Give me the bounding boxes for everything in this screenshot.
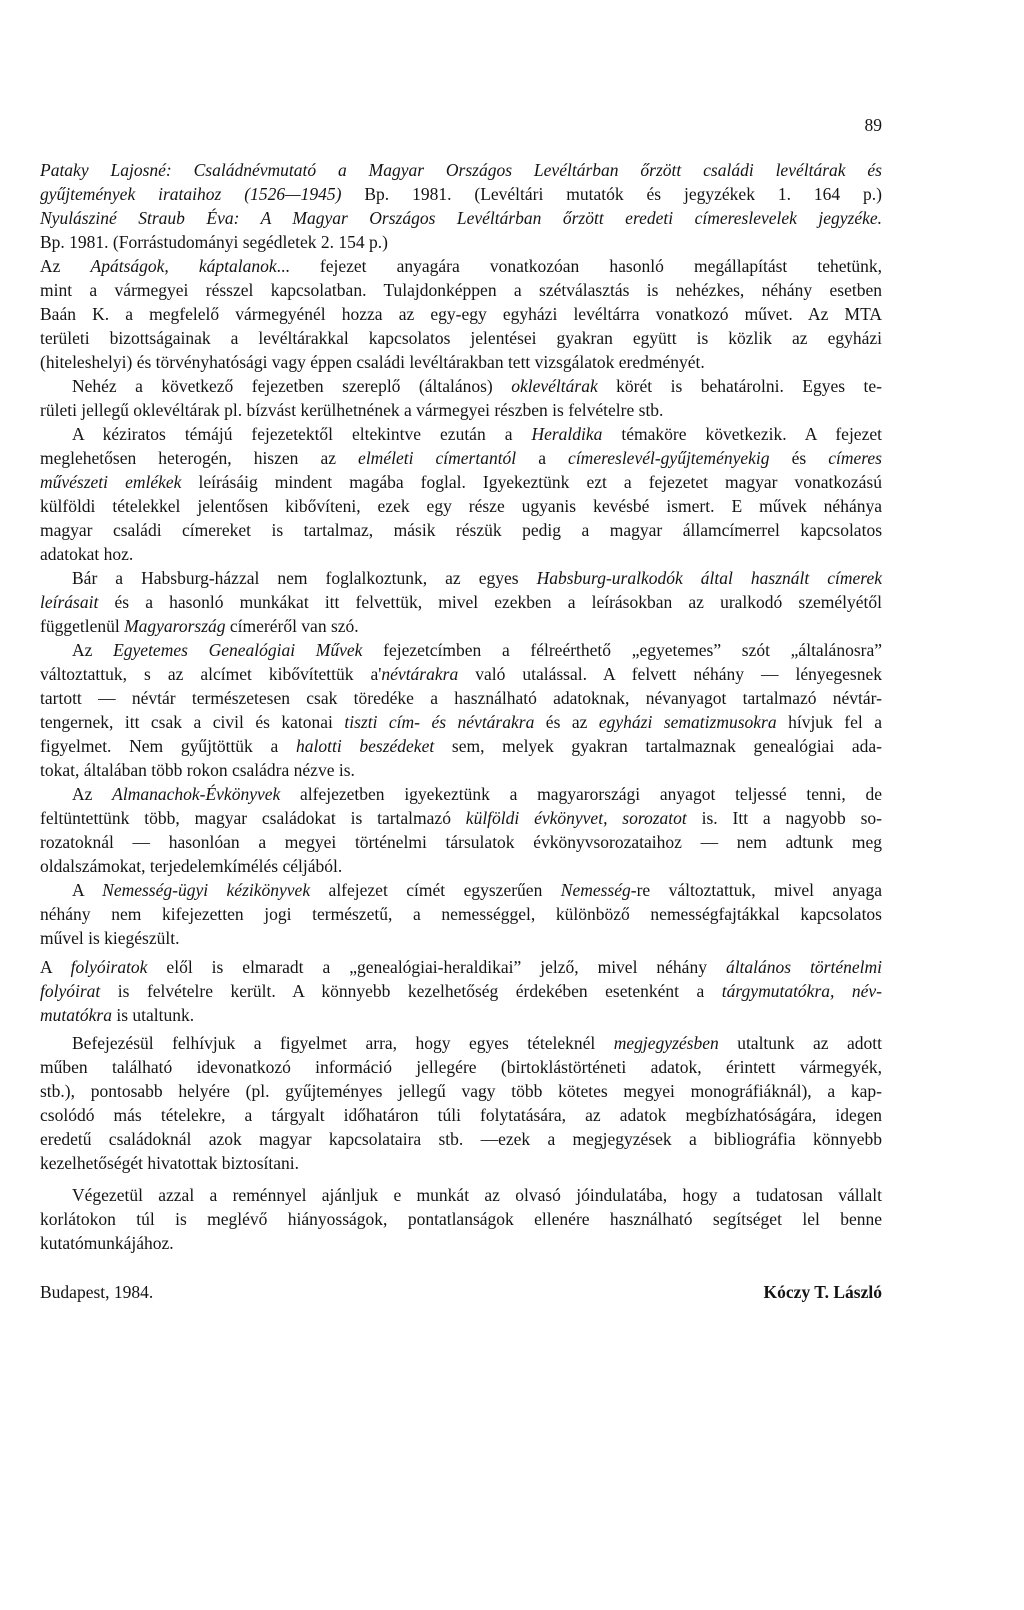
italic-text: tiszti cím- és névtárakra: [344, 712, 535, 732]
text-run: is felvételre került. A könnyebb kezelhetőség érdekében esetenként a: [100, 981, 722, 1001]
text-run: körét is behatárolni. Egyes te-: [597, 376, 883, 396]
text-run: A: [40, 957, 71, 977]
paragraph: [40, 1031, 882, 1175]
text-line: [40, 1151, 882, 1175]
text-run: Az: [72, 784, 113, 804]
text-run: is. Itt a nagyobb so-: [686, 808, 883, 828]
text-line: [40, 1079, 882, 1103]
italic-text: külföldi évkönyvet, sorozatot: [465, 808, 687, 828]
italic-text: Almanachok-Évkönyvek: [112, 784, 281, 804]
text-line: [40, 374, 882, 398]
paragraph: [40, 878, 882, 950]
text-run: és a hasonló munkákat itt felvettük, mivel ezekben a leírásokban az uralkodó személyétől: [98, 592, 882, 612]
italic-text: folyóirat: [40, 981, 101, 1001]
text-run: külföldi tételekkel jelentősen kibővíteni, ezek egy része ugyanis kevésbé ismert. E művek néhánya: [40, 496, 882, 516]
signature-line: [40, 1280, 882, 1304]
italic-text: Nemesség: [560, 880, 631, 900]
italic-text: folyóiratok: [70, 957, 148, 977]
text-run: sem, melyek gyakran tartalmaznak genealógiai ada-: [434, 736, 882, 756]
italic-text: címereslevél-gyűjteményekig: [568, 448, 770, 468]
italic-text: Magyarország: [124, 616, 226, 636]
text-run: magyar családi címereket is tartalmaz, másik részük pedig a magyar államcímerrel kapcsolatos: [40, 520, 882, 540]
text-run: (hiteleshelyi) és törvényhatósági vagy éppen családi levéltárakban tett vizsgálatok eredményét.: [40, 352, 705, 372]
italic-text: halotti beszédeket: [295, 736, 435, 756]
text-run: elől is elmaradt a „genealógiai-heraldikai” jelző, mivel néhány: [147, 957, 726, 977]
text-run: és: [769, 448, 829, 468]
body-text: [40, 158, 882, 1255]
text-run: kutatómunkájához.: [40, 1233, 174, 1253]
text-run: témaköre következik. A fejezet: [602, 424, 882, 444]
reference-entry: [40, 206, 882, 254]
text-line: [40, 1231, 882, 1255]
italic-text: címeres: [828, 448, 882, 468]
text-run: néhány nem kifejezetten jogi természetű, a nemességgel, különböző nemességfajtákkal kapcsolatos: [40, 904, 882, 924]
text-line: [40, 734, 882, 758]
paragraph: [40, 422, 882, 566]
text-line: [40, 542, 882, 566]
text-line: [40, 638, 882, 662]
text-run: Az: [72, 640, 114, 660]
paragraph: [40, 254, 882, 374]
text-run: rozatoknál — hasonlóan a megyei történelmi társulatok évkönyvsorozataihoz — nem adtunk meg: [40, 832, 882, 852]
text-line: [40, 1003, 882, 1027]
italic-text: Nyulásziné Straub Éva: A Magyar Országos Levéltárban őrzött eredeti címereslevelek jegyzéke.: [40, 208, 882, 228]
text-line: [40, 350, 882, 374]
text-run: hívjuk fel a: [776, 712, 882, 732]
text-run: -re változtattuk, mivel anyaga: [630, 880, 882, 900]
text-run: tokat, általában több rokon családra nézve is.: [40, 760, 355, 780]
text-line: [40, 206, 882, 230]
italic-text: gyűjtemények irataihoz (1526—1945): [40, 184, 342, 204]
text-run: műben található idevonatkozó információ jellegére (birtoklástörténeti adatok, érintett vármegyék,: [40, 1057, 882, 1077]
text-line: [40, 1031, 882, 1055]
text-run: rületi jellegű oklevéltárak pl. bízvást kerülhetnének a vármegyei részben is felvételre stb.: [40, 400, 664, 420]
italic-text: névtárakra: [381, 664, 459, 684]
text-run: tengernek, itt csak a civil és katonai: [40, 712, 345, 732]
paragraph: [40, 955, 882, 1027]
italic-text: tárgymutatókra, név-: [721, 981, 882, 1001]
text-run: Baán K. a megfelelő vármegyénél hozza az egy-egy egyházi levéltárra vonatkozó művet. Az MTA: [40, 304, 882, 324]
text-line: [40, 710, 882, 734]
text-line: [40, 470, 882, 494]
italic-text: Apátságok, káptalanok: [90, 256, 277, 276]
text-run: Bár a Habsburg-házzal nem foglalkoztunk, az egyes: [72, 568, 537, 588]
text-run: művel is kiegészült.: [40, 928, 180, 948]
text-line: [40, 1127, 882, 1151]
text-run: eredetű családoknál azok magyar kapcsolataira stb. —ezek a megjegyzések a bibliográfia könnyebb: [40, 1129, 882, 1149]
page-number: 89: [864, 115, 882, 135]
text-line: [40, 782, 882, 806]
text-run: A: [72, 880, 103, 900]
italic-text: Pataky Lajosné: Családnévmutató a Magyar Országos Levéltárban őrzött családi levéltárak és: [40, 160, 882, 180]
italic-text: Habsburg-uralkodók által használt címerek: [536, 568, 882, 588]
italic-text: megjegyzésben: [613, 1033, 719, 1053]
text-run: csolódó más tételekre, a tárgyalt időhatáron túli folytatására, az adatok megbízhatóságára, idegen: [40, 1105, 882, 1125]
text-line: [40, 278, 882, 302]
text-line: [40, 806, 882, 830]
italic-text: egyházi sematizmusokra: [598, 712, 777, 732]
text-line: [40, 518, 882, 542]
text-line: [40, 979, 882, 1003]
text-run: alfejezet címét egyszerűen: [310, 880, 561, 900]
italic-text: mutatókra: [40, 1005, 112, 1025]
text-run: címeréről van szó.: [225, 616, 359, 636]
text-line: [40, 446, 882, 470]
text-line: [40, 1055, 882, 1079]
text-run: adatokat hoz.: [40, 544, 134, 564]
text-run: Az: [40, 256, 91, 276]
text-run: Bp. 1981. (Forrástudományi segédletek 2. 154 p.): [40, 232, 389, 252]
text-line: [40, 422, 882, 446]
text-line: [40, 926, 882, 950]
paragraph: [40, 782, 882, 878]
text-run: való utalással. A felvett néhány — lényegesnek: [458, 664, 882, 684]
text-run: Bp. 1981. (Levéltári mutatók és jegyzékek 1. 164 p.): [341, 184, 882, 204]
text-line: [40, 590, 882, 614]
text-line: [40, 955, 882, 979]
text-line: [40, 302, 882, 326]
text-line: [40, 614, 882, 638]
text-run: mint a vármegyei résszel kapcsolatban. Tulajdonképpen a szétválasztás is nehézkes, néhány esetben: [40, 280, 882, 300]
author-name: Kóczy T. László: [763, 1282, 882, 1302]
text-line: [40, 230, 882, 254]
text-run: tartott — névtár természetesen csak töredéke a használható adatoknak, névanyagot tartalmazó névtár-: [40, 688, 882, 708]
text-line: [40, 878, 882, 902]
text-line: [40, 566, 882, 590]
text-run: a: [516, 448, 569, 468]
text-run: feltüntettünk több, magyar családokat is tartalmazó: [40, 808, 466, 828]
text-run: oldalszámokat, terjedelemkímélés céljából.: [40, 856, 343, 876]
text-run: Nehéz a következő fejezetben szereplő (általános): [72, 376, 512, 396]
place-and-date: Budapest, 1984.: [40, 1282, 154, 1302]
text-line: [40, 902, 882, 926]
italic-text: elméleti címertantól: [358, 448, 517, 468]
text-line: [40, 662, 882, 686]
paragraph: [40, 638, 882, 782]
text-line: [40, 758, 882, 782]
text-run: Befejezésül felhívjuk a figyelmet arra, hogy egyes tételeknél: [72, 1033, 614, 1053]
text-run: korlátokon túl is meglévő hiányosságok, pontatlanságok ellenére használható segítséget lel benne: [40, 1209, 882, 1229]
reference-entry: [40, 158, 882, 206]
italic-text: általános történelmi: [725, 957, 882, 977]
italic-text: leírásait: [40, 592, 99, 612]
text-line: [40, 182, 882, 206]
text-run: területi bizottságainak a levéltárakkal kapcsolatos jelentései gyakran együtt is közlik az egyházi: [40, 328, 882, 348]
text-line: [40, 830, 882, 854]
text-run: is utaltunk.: [111, 1005, 195, 1025]
text-line: [40, 326, 882, 350]
text-line: [40, 686, 882, 710]
text-run: és az: [534, 712, 599, 732]
text-line: [40, 1183, 882, 1207]
text-run: Végezetül azzal a reménnyel ajánljuk e munkát az olvasó jóindulatába, hogy a tudatosan vállalt: [72, 1185, 882, 1205]
text-run: stb.), pontosabb helyére (pl. gyűjteményes jellegű vagy több kötetes megyei monográfiáknál), a kap-: [40, 1081, 882, 1101]
text-run: alfejezetben igyekeztünk a magyarországi anyagot teljessé tenni, de: [280, 784, 882, 804]
text-line: [40, 1207, 882, 1231]
text-line: [40, 1103, 882, 1127]
text-line: [40, 254, 882, 278]
paragraph: [40, 374, 882, 422]
text-line: [40, 854, 882, 878]
text-run: fejezetcímben a félreérthető „egyetemes” szót „általánosra”: [362, 640, 882, 660]
italic-text: Egyetemes Genealógiai Művek: [113, 640, 363, 660]
text-run: utaltunk az adott: [718, 1033, 882, 1053]
paragraph: [40, 566, 882, 638]
text-run: figyelmet. Nem gyűjtöttük a: [40, 736, 296, 756]
italic-text: művészeti emlékek: [40, 472, 182, 492]
text-line: [40, 398, 882, 422]
text-run: meglehetősen heterogén, hiszen az: [40, 448, 359, 468]
paragraph: [40, 1183, 882, 1255]
text-line: [40, 494, 882, 518]
italic-text: Heraldika: [531, 424, 603, 444]
text-run: kezelhetőségét hivatottak biztosítani.: [40, 1153, 300, 1173]
text-run: függetlenül: [40, 616, 125, 636]
italic-text: Nemesség-ügyi kézikönyvek: [102, 880, 311, 900]
text-run: A kéziratos témájú fejezetektől eltekintve ezután a: [72, 424, 532, 444]
text-run: változtattuk, s az alcímet kibővítettük a': [40, 664, 382, 684]
text-line: [40, 158, 882, 182]
italic-text: oklevéltárak: [511, 376, 598, 396]
text-run: leírásáig mindent magába foglal. Igyekeztünk ezt a fejezetet magyar vonatkozású: [181, 472, 882, 492]
text-run: ... fejezet anyagára vonatkozóan hasonló megállapítást tehetünk,: [276, 256, 883, 276]
